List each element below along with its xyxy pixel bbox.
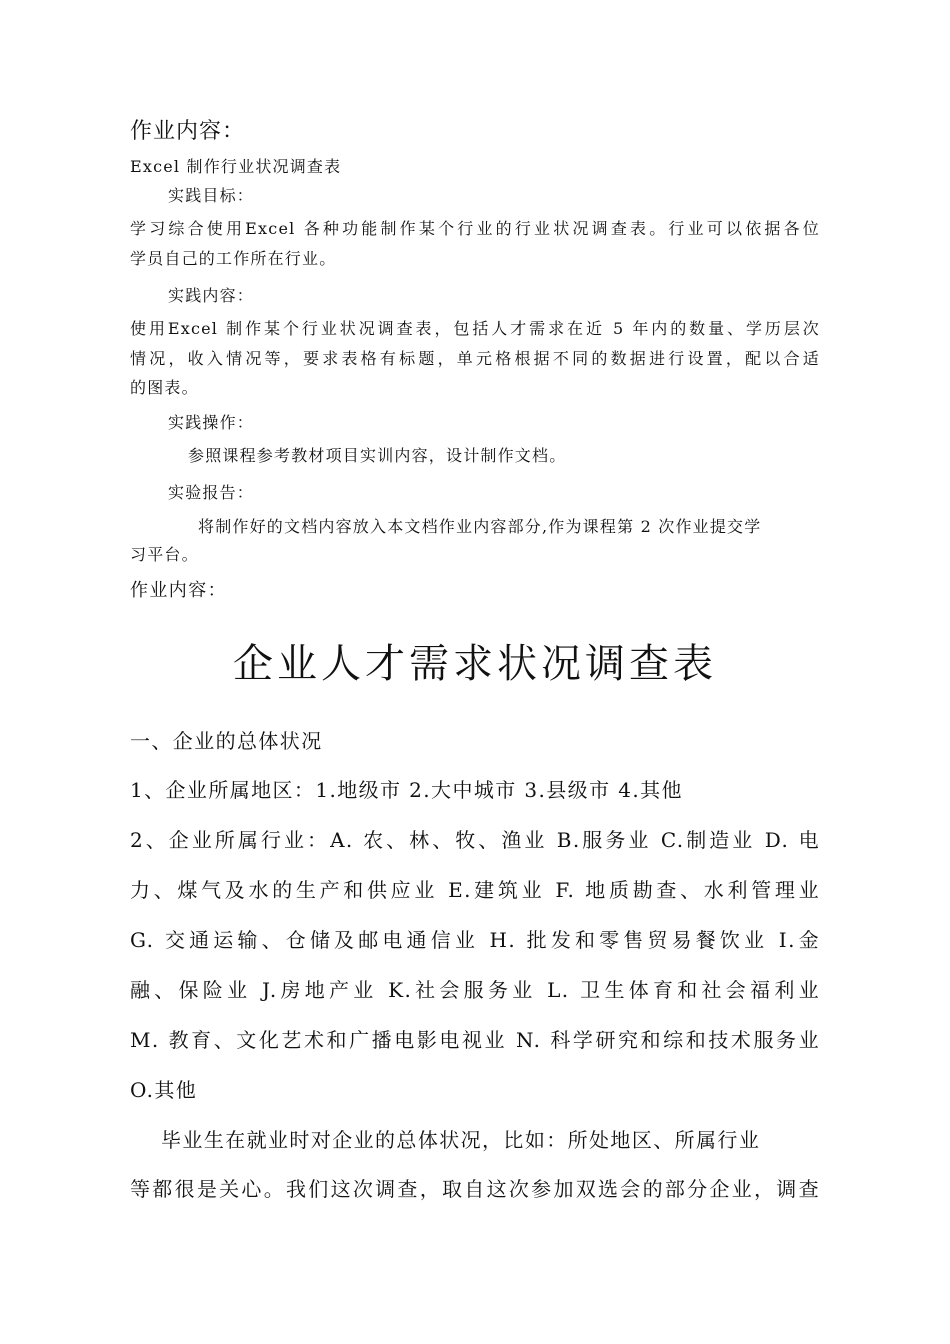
question-region: 1、企业所属地区：1.地级市 2.大中城市 3.县级市 4.其他: [130, 778, 683, 802]
industry-line: 力、煤气及水的生产和供应业 E.建筑业 F. 地质勘查、水利管理业: [130, 878, 820, 902]
paragraph-line: 等都很是关心。我们这次调查，取自这次参加双选会的部分企业，调查: [130, 1177, 820, 1201]
content-text-line-2: 情况，收入情况等，要求表格有标题，单元格根据不同的数据进行设置，配以合适: [130, 349, 820, 368]
industry-line: O.其他: [130, 1078, 198, 1102]
goal-text-line-2: 学员自己的工作所在行业。: [130, 249, 337, 268]
assignment-subtitle: Excel 制作行业状况调查表: [130, 157, 342, 176]
operation-text: 参照课程参考教材项目实训内容，设计制作文档。: [188, 446, 567, 465]
operation-label: 实践操作：: [168, 413, 255, 432]
section-heading: 一、企业的总体状况: [130, 729, 323, 753]
content-label: 实践内容：: [168, 286, 255, 305]
industry-line: G. 交通运输、仓储及邮电通信业 H. 批发和零售贸易餐饮业 I.金: [130, 928, 820, 952]
industry-line: 2、企业所属行业：A. 农、林、牧、渔业 B.服务业 C.制造业 D. 电: [130, 828, 820, 852]
goal-text-line-1: 学习综合使用Excel 各种功能制作某个行业的行业状况调查表。行业可以依据各位: [130, 219, 820, 238]
report-text-line-1: 将制作好的文档内容放入本文档作业内容部分,作为课程第 2 次作业提交学: [198, 517, 762, 536]
assignment-heading: 作业内容：: [130, 119, 246, 144]
paragraph-line: 毕业生在就业时对企业的总体状况，比如：所处地区、所属行业: [130, 1128, 761, 1152]
document-title: 企业人才需求状况调查表: [233, 641, 717, 687]
content-text-line-1: 使用Excel 制作某个行业状况调查表，包括人才需求在近 5 年内的数量、学历层次: [130, 319, 820, 338]
industry-line: M. 教育、文化艺术和广播电影电视业 N. 科学研究和综和技术服务业: [130, 1028, 820, 1052]
report-label: 实验报告：: [168, 483, 255, 502]
content-text-line-3: 的图表。: [130, 378, 199, 397]
report-text-line-2: 习平台。: [130, 545, 199, 564]
goal-label: 实践目标：: [168, 186, 255, 205]
industry-line: 融、保险业 J.房地产业 K.社会服务业 L. 卫生体育和社会福利业: [130, 978, 820, 1002]
assignment-heading-2: 作业内容：: [130, 580, 227, 601]
